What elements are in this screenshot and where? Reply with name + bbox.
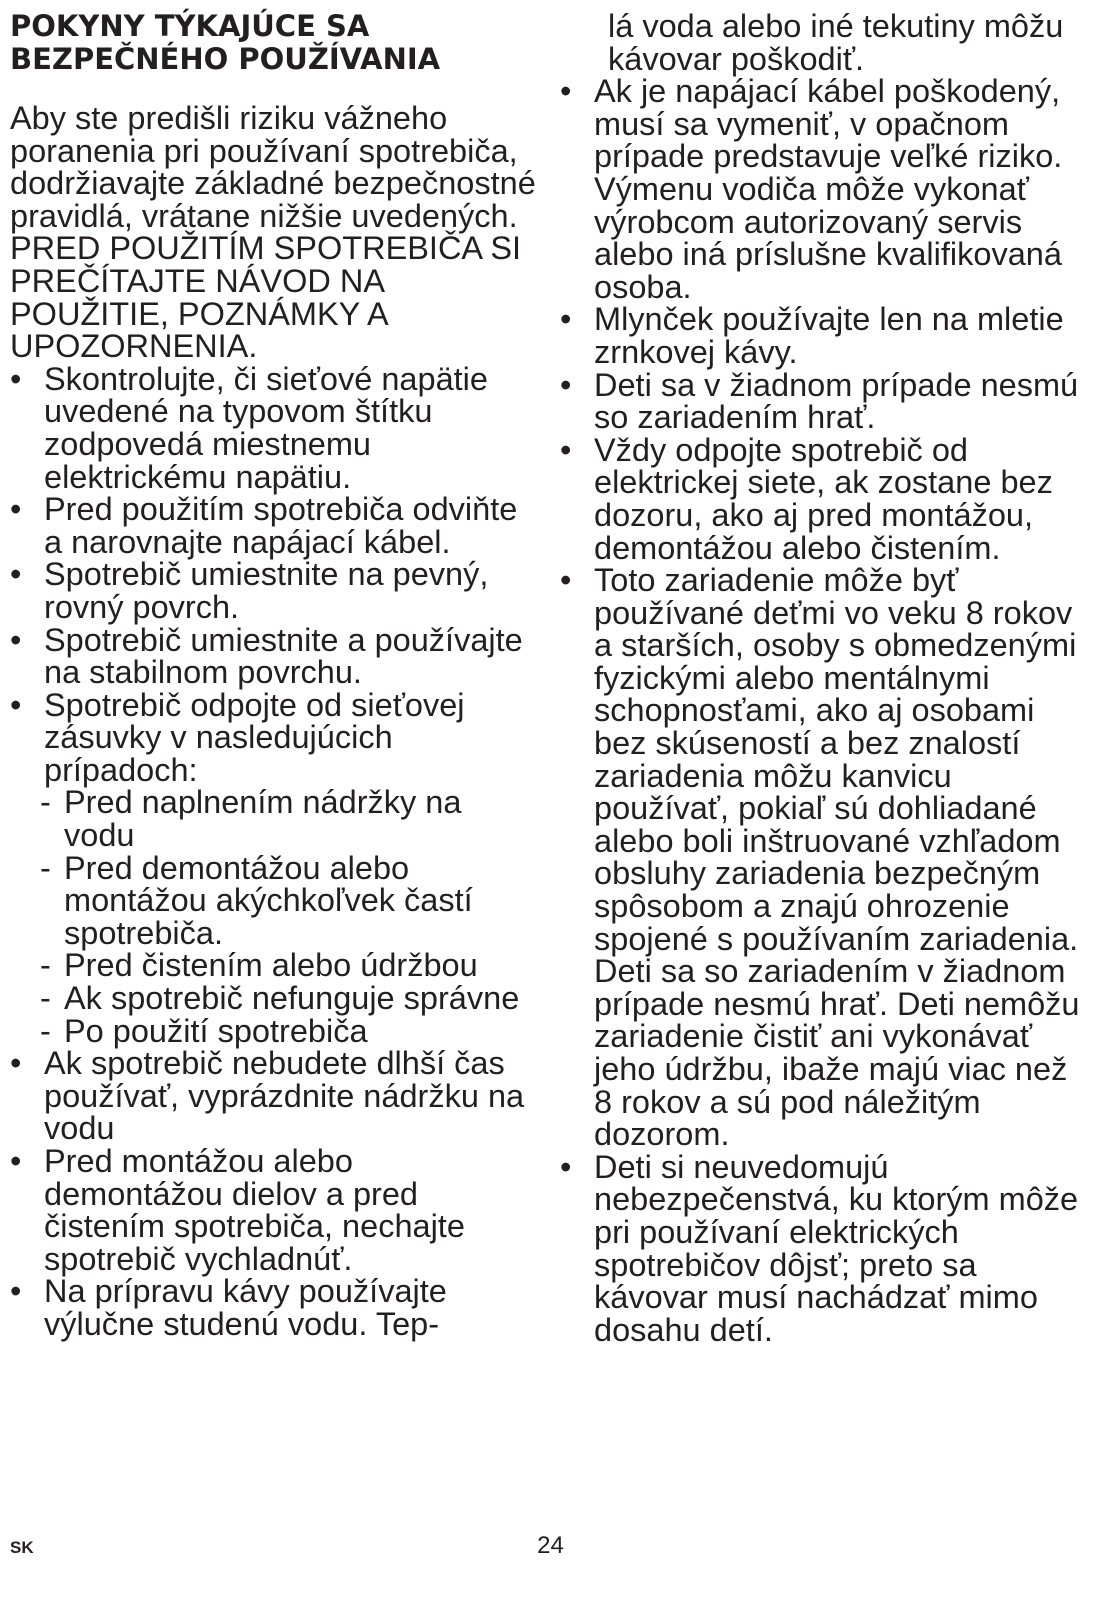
page-title: POKYNY TÝKAJÚCE SA BEZPEČNÉHO POUŽÍVANIA [10, 9, 441, 76]
list-item: • Ak spotrebič nebudete dlhší čas používať, vyprázdnite nádržku na vodu [10, 1047, 540, 1145]
list-item: • Deti sa v žiadnom prípade nesmú so zariadením hrať. [560, 369, 1090, 434]
page-number: 24 [537, 1532, 564, 1559]
list-item: • Spotrebič umiestnite na pevný, rovný povrch. [10, 558, 540, 623]
sub-list-item: - Po použití spotrebiča [10, 1015, 540, 1048]
list-item: • Skontrolujte, či sieťové napätie uvedené na typovom štítku zodpovedá miestnemu elektrickému napätiu. [10, 363, 540, 493]
list-item: • Toto zariadenie môže byť používané deťmi vo veku 8 rokov a starších, osoby s obmedzenými fyzickými alebo mentálnymi schopnosťami, ako aj osobami bez skúseností a bez znalostí zariadenia môžu kanvicu používať, pokiaľ sú dohliadané alebo boli inštruované vzhľadom obsluhy zariadenia bezpečným spôsobom a znajú ohrozenie spojené s používaním zariadenia. Deti sa so zariadením v žiadnom prípade nesmú hrať. Deti nemôžu zariadenie čistiť ani vykonávať jeho údržbu, ibaže majú viac než 8 rokov a sú pod náležitým dozorom. [560, 564, 1090, 1151]
sub-list-item: - Pred naplnením nádržky na vodu [10, 786, 540, 851]
sub-list-item: - Pred demontážou alebo montážou akýchkoľvek častí spotrebiča. [10, 852, 540, 950]
right-column [560, 10, 1090, 1346]
safety-list-left [10, 360, 540, 788]
intro-paragraph: Aby ste predišli riziku vážneho poranenia pri používaní spotrebiča, dodržiavajte základné bezpečnostné pravidlá, vrátane nižšie uvedených. [10, 100, 536, 234]
left-column [10, 10, 540, 1341]
list-item: • Na prípravu kávy používajte výlučne studenú vodu. Tep- [10, 1275, 540, 1340]
list-item: • Spotrebič odpojte od sieťovej zásuvky v nasledujúcich prípadoch: [10, 689, 540, 787]
safety-list-left-continued [10, 1047, 540, 1340]
caps-notice: PRED POUŽITÍM SPOTREBIČA SI PREČÍTAJTE NÁVOD NA POUŽITIE, POZNÁMKY A UPOZORNENIA. [10, 230, 522, 365]
list-item: • Pred použitím spotrebiča odviňte a narovnajte napájací kábel. [10, 493, 540, 558]
unplug-cases-list [10, 786, 540, 1047]
safety-list-right [560, 75, 1090, 1346]
list-item: • Deti si neuvedomujú nebezpečenstvá, ku ktorým môže pri používaní elektrických spotrebičov dôjsť; preto sa kávovar musí nachádzať mimo dosahu detí. [560, 1151, 1090, 1347]
language-code: SK [10, 1538, 34, 1557]
list-item: • Vždy odpojte spotrebič od elektrickej siete, ak zostane bez dozoru, ako aj pred montážou, demontážou alebo čistením. [560, 434, 1090, 564]
continued-text: lá voda alebo iné tekutiny môžu kávovar poškodiť. [608, 8, 1064, 77]
list-item: • Ak je napájací kábel poškodený, musí sa vymeniť, v opačnom prípade predstavuje veľké riziko. Výmenu vodiča môže vykonať výrobcom autorizovaný servis alebo iná príslušne kvalifikovaná osoba. [560, 75, 1090, 303]
list-item: • Spotrebič umiestnite a používajte na stabilnom povrchu. [10, 624, 540, 689]
list-item: • Pred montážou alebo demontážou dielov a pred čistením spotrebiča, nechajte spotrebič vychladnúť. [10, 1145, 540, 1275]
sub-list-item: - Ak spotrebič nefunguje správne [10, 982, 540, 1015]
list-item: • Mlynček používajte len na mletie zrnkovej kávy. [560, 303, 1090, 368]
sub-list-item: - Pred čistením alebo údržbou [10, 949, 540, 982]
